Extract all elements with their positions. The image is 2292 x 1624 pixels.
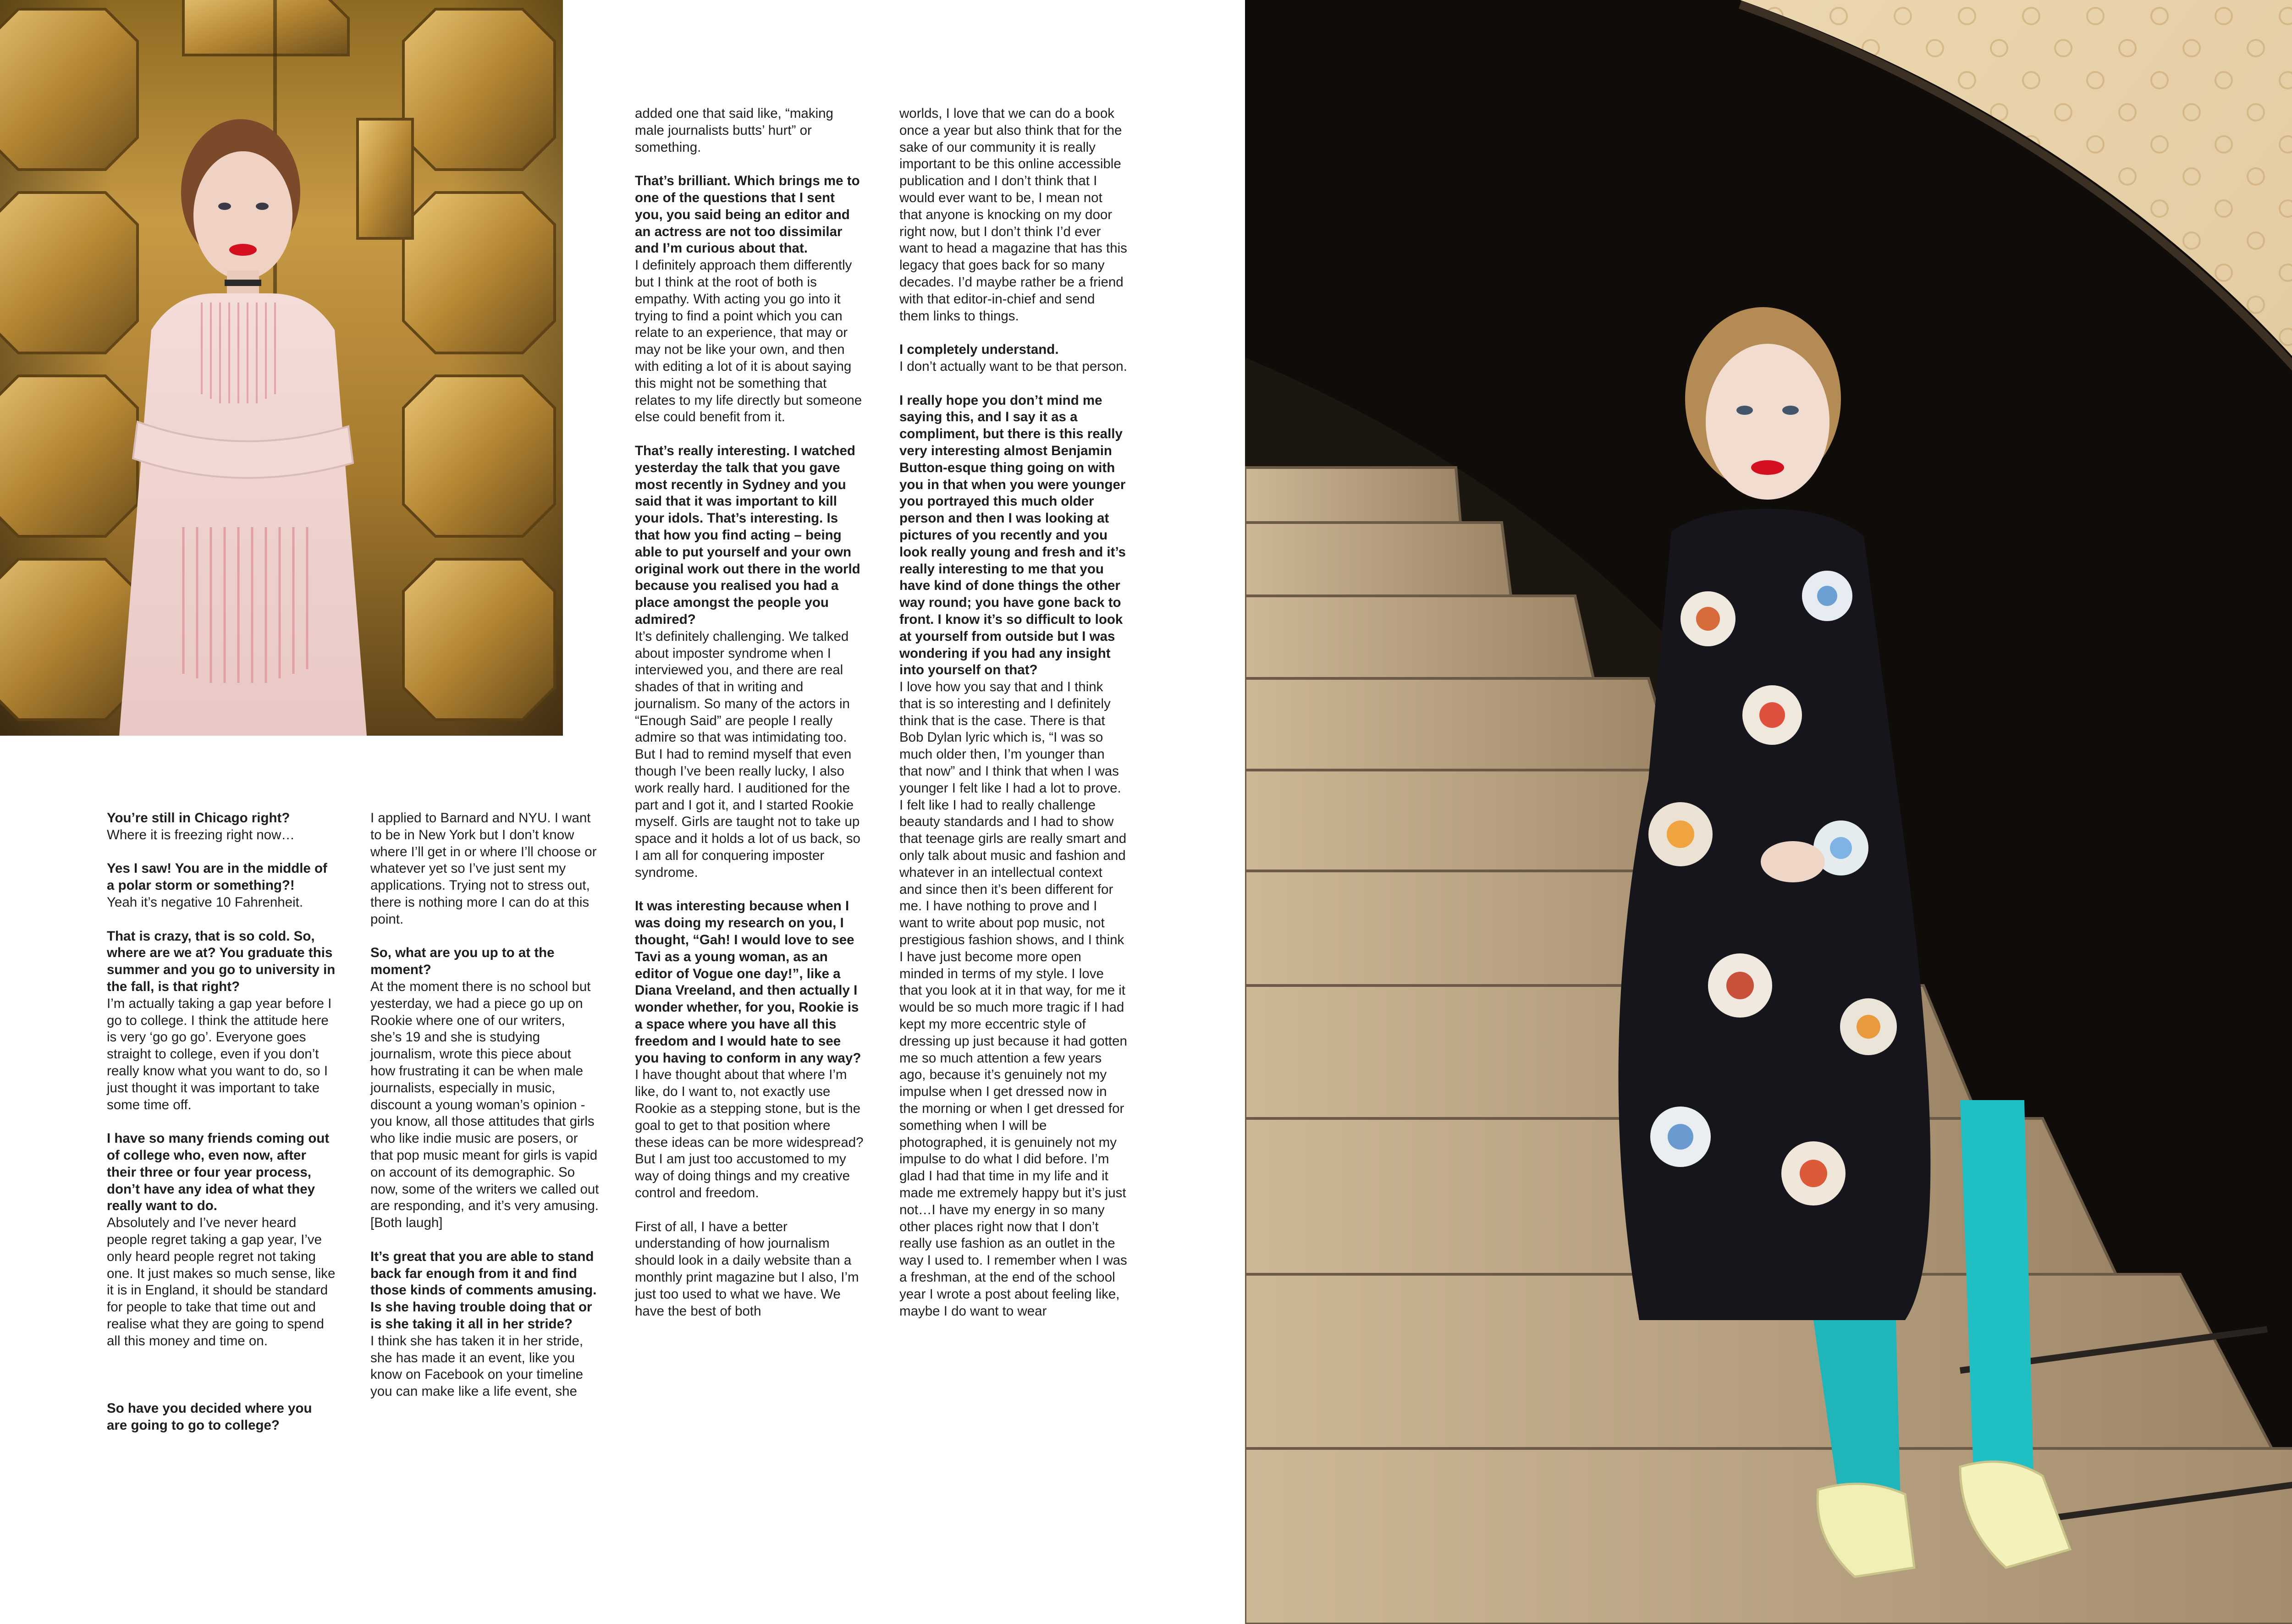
interview-question: That’s brilliant. Which brings me to one of the questions that I sent you, you said being an editor and an actress are not too dissimilar and I’m curious about that.	[635, 173, 860, 256]
qa-block	[635, 443, 864, 881]
photo-portrait-gold-doors	[0, 0, 563, 736]
interview-answer: I have thought about that where I’m like, do I want to, not exactly use Rookie as a stepping stone, but is the goal to get to that position where these ideas can be more widespread? But I am just too accustomed to my way of doing things and my creative control and freedom.	[635, 1067, 864, 1200]
article-column-1	[107, 810, 336, 1434]
interview-question: I have so many friends coming out of college who, even now, after their three or four year process, don’t have any idea of what they really want to do.	[107, 1131, 330, 1214]
interview-answer: I love how you say that and I think that is so interesting and I definitely think that is the case. There is that Bob Dylan lyric which is, “I was so much older then, I’m younger than that now” and I think that when I was younger I felt like I had a lot to prove. I felt like I had to really challenge beauty standards and I had to show that teenage girls are really smart and only talk about music and fashion and whatever in an intellectual context and since then it’s been different for me. I have nothing to prove and I want to write about pop music, not prestigious fashion shows, and I think I have just become more open minded in terms of my style. I love that you look at it in that way, for me it would be so much more tragic if I had kept my more eccentric style of dressing up just because it had gotten me so much attention a few years ago, because it’s genuinely not my impulse when I get dressed now in the morning or when I get dressed for something when I will be photographed, it is genuinely not my impulse to do what I did before. I’m glad I had that time in my life and it made me extremely happy but it’s just not…I have my energy in so many other places right now that I don’t really use fashion as an outlet in the way I used to. I remember when I was a freshman, at the end of the school year I wrote a post about feeling like, maybe I do want to wear	[899, 679, 1127, 1319]
interview-answer: First of all, I have a better understanding of how journalism should look in a daily website than a monthly print magazine but I also, I’m just too used to what we have. We have the best of both	[635, 1219, 859, 1319]
interview-answer: It’s definitely challenging. We talked about imposter syndrome when I interviewed you, and there are real shades of that in writing and journalism. So many of the actors in “Enough Said” are people I really admire so that was intimidating too. But I had to remind myself that even though I’ve been really lucky, I also work really hard. I auditioned for the part and I got it, and I started Rookie myself. Girls are taught not to take up space and it holds a lot of us back, so I am all for conquering imposter syndrome.	[635, 628, 860, 880]
interview-question: I really hope you don’t mind me saying this, and I say it as a compliment, but there is this really very interesting almost Benjamin Button-esque thing going on with you in that when you were younger you portrayed this much older person and then I was looking at pictures of you recently and you look really young and fresh and it’s really interesting to me that you have kind of done things the other way round; you have gone back to front. I know it’s so difficult to look at yourself from outside but I was wondering if you had any insight into yourself on that?	[899, 392, 1126, 678]
qa-block	[635, 898, 864, 1201]
interview-question: So, what are you up to at the moment?	[370, 945, 555, 978]
qa-block	[107, 928, 336, 1114]
qa-block	[107, 1400, 336, 1434]
interview-answer: worlds, I love that we can do a book once a year but also think that for the sake of our community it is really important to be this online accessible publication and I don’t think that I would ever want to be, I mean not that anyone is knocking on my door right now, but I don’t think I’d ever want to head a magazine that has this legacy that goes back for so many decades. I’d maybe rather be a friend with that editor-in-chief and send them links to things.	[899, 106, 1127, 324]
qa-block	[107, 810, 336, 844]
qa-block	[899, 341, 1129, 375]
interview-answer: I’m actually taking a gap year before I go to college. I think the attitude here is very ‘go go go’. Everyone goes straight to college, even if you don’t really know what you want to do, so I just thought it was important to take some time off.	[107, 996, 332, 1112]
interview-answer: I applied to Barnard and NYU. I want to be in New York but I don’t know where I’ll get in or where I’ll choose or whatever yet so I’ve just sent my applications. Trying not to stress out, there is nothing more I can do at this point.	[370, 810, 597, 927]
qa-block	[899, 392, 1129, 1320]
qa-block	[107, 1130, 336, 1349]
qa-block	[370, 945, 600, 1232]
interview-question: Yes I saw! You are in the middle of a polar storm or something?!	[107, 861, 327, 893]
interview-answer: added one that said like, “making male journalists butts’ hurt” or something.	[635, 106, 833, 155]
interview-answer: I definitely approach them differently but I think at the root of both is empathy. With acting you go into it trying to find a point which you can relate to an experience, that may or may not be like your own, and then with editing a lot of it is about saying this might not be something that relates to my life directly but someone else could benefit from it.	[635, 258, 862, 425]
interview-question: It was interesting because when I was doing my research on you, I thought, “Gah! I would love to see Tavi as a young woman, as an editor of Vogue one day!”, like a Diana Vreeland, and then actually I wonder whether, for you, Rookie is a space where you have all this freedom and I would hate to see you having to conform in any way?	[635, 898, 861, 1066]
photo-portrait-illustration	[0, 0, 563, 736]
interview-question: So have you decided where you are going to go to college?	[107, 1400, 312, 1433]
photo-staircase-illustration	[1245, 0, 2292, 1624]
interview-question: That’s really interesting. I watched yesterday the talk that you gave most recently in Sydney and you said that it was important to kill your idols. That’s interesting. Is that how you find acting – being able to put yourself and your own original work out there in the world because you realised you had a place amongst the people you admired?	[635, 443, 860, 627]
qa-block	[635, 173, 864, 426]
qa-block	[370, 1249, 600, 1400]
interview-answer: Absolutely and I’ve never heard people regret taking a gap year, I’ve only heard people regret not taking one. It just makes so much sense, like it is in England, it should be standard for people to take that time out and realise what they are going to spend all this money and time on.	[107, 1215, 336, 1349]
interview-question: I completely understand.	[899, 342, 1059, 358]
interview-answer: Where it is freezing right now…	[107, 827, 295, 842]
article-column-3	[635, 105, 864, 1320]
photo-portrait-staircase	[1245, 0, 2292, 1624]
qa-block	[899, 105, 1129, 325]
interview-answer: At the moment there is no school but yesterday, we had a piece go up on Rookie where one of our writers, she’s 19 and she is studying journalism, wrote this piece about how frustrating it can be when male journalists, especially in music, discount a young woman’s opinion - you know, all those attitudes that girls who like indie music are posers, or that pop music meant for girls is vapid on account of its demographic. So now, some of the writers we called out are responding, and it’s very amusing. [Both laugh]	[370, 979, 599, 1231]
interview-question: It’s great that you are able to stand back far enough from it and find those kinds of comments amusing. Is she having trouble doing that or is she taking it all in her stride?	[370, 1249, 597, 1332]
qa-block	[635, 1219, 864, 1320]
interview-answer: I don’t actually want to be that person.	[899, 358, 1127, 374]
article-column-4	[899, 105, 1129, 1320]
interview-question: That is crazy, that is so cold. So, where are we at? You graduate this summer and you go to university in the fall, is that right?	[107, 928, 336, 994]
qa-block	[107, 860, 336, 911]
interview-answer: I think she has taken it in her stride, she has made it an event, like you know on Facebook on your timeline you can make like a life event, she	[370, 1333, 584, 1399]
qa-spacer	[107, 1366, 336, 1383]
interview-question: You’re still in Chicago right?	[107, 810, 290, 826]
qa-block	[635, 105, 864, 156]
interview-answer: Yeah it’s negative 10 Fahrenheit.	[107, 894, 303, 910]
article-column-2	[370, 810, 600, 1400]
qa-block	[370, 810, 600, 928]
